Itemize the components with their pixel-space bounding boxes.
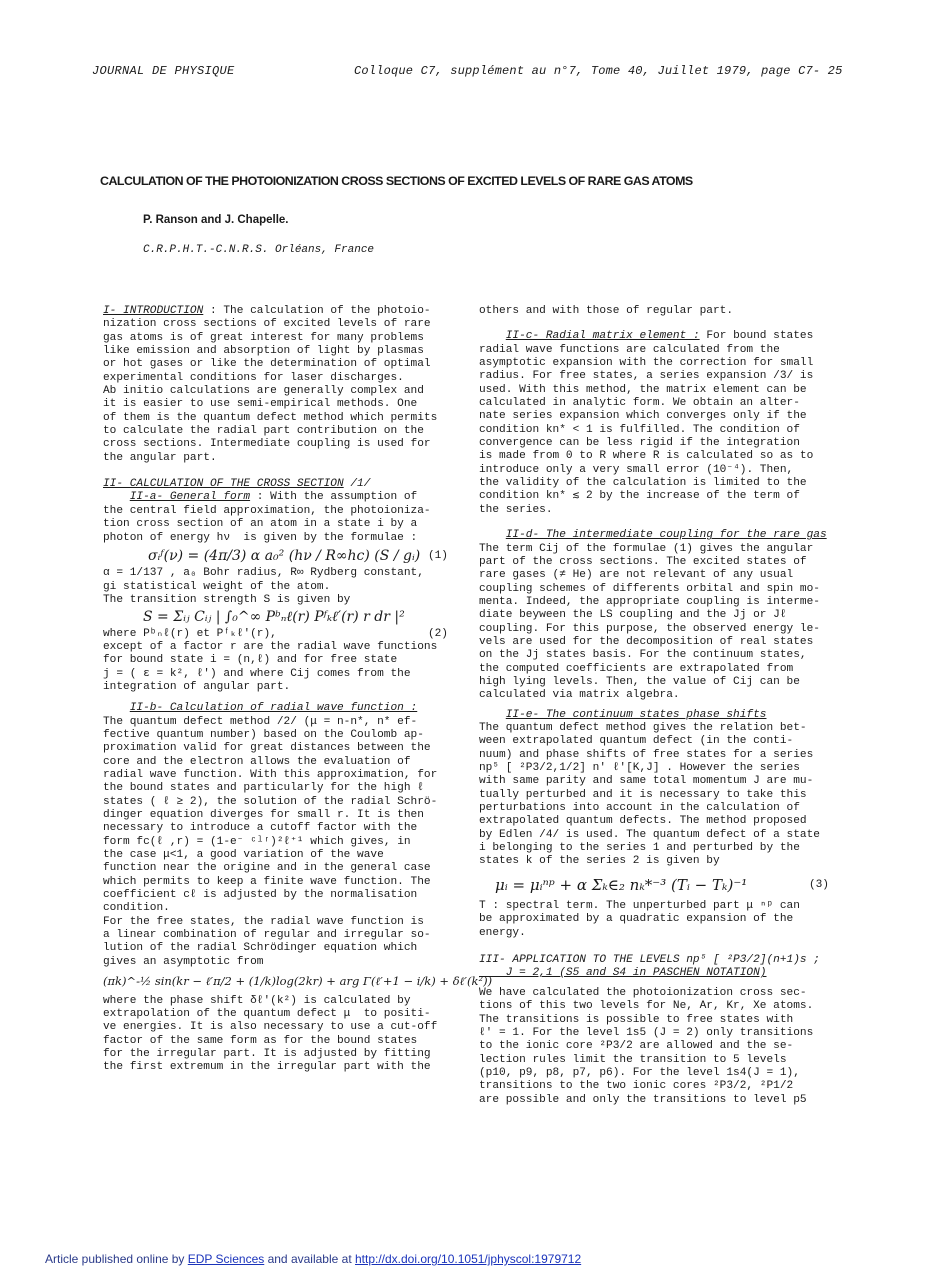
text-line: : With the assumption of [250, 491, 418, 504]
text-line: lection rules limit the transition to 5 levels [479, 1053, 787, 1066]
text-line: by Edlen /4/ is used. The quantum defect of a state [479, 828, 820, 841]
text-line: energy. [479, 926, 526, 939]
subsection-phase-shifts [479, 709, 829, 722]
footer-middle: and available at [264, 1252, 355, 1266]
subsection-heading-text: II-b- Calculation of radial wave function : [129, 702, 418, 715]
text-line: core and the electron allows the evaluation of [103, 755, 411, 768]
text-line: it is easier to use semi-empirical methods. One [103, 398, 418, 411]
text-line: perturbations into account in the calculation of [479, 802, 800, 815]
text-line: Ab initio calculations are generally complex and [103, 385, 424, 398]
text-line: states ( ℓ ≥ 2), the solution of the radial Schrö- [103, 795, 438, 808]
text-line: The quantum defect method gives the relation bet- [479, 721, 807, 734]
section-heading-application: III- APPLICATION TO THE LEVELS np⁵ [ ²P3/2](n+1)s ; [479, 954, 820, 967]
article-authors: P. Ranson and J. Chapelle. [143, 214, 289, 226]
equation-s-row [103, 611, 448, 624]
section-heading-application-line2: J = 2,1 (S5 and S4 in PASCHEN NOTATION) [479, 967, 767, 980]
subsection-heading-text: II-e- The continuum states phase shifts [505, 708, 767, 721]
text-line: The transitions is possible to free states with [479, 1013, 794, 1026]
text-line: be approximated by a quadratic expansion of the [479, 913, 794, 926]
text-line: condition kn* ≲ 2 by the increase of the term of [479, 490, 800, 503]
equation-asymptotic-row [103, 974, 493, 990]
intro-paragraph [103, 305, 448, 318]
text-line: which permits to keep a finite wave function. The [103, 875, 431, 888]
text-line: proximation valid for great distances between the [103, 742, 431, 755]
text-line: We have calculated the photoionization cross sec- [479, 986, 807, 999]
text-line: factor of the same form as for the bound states [103, 1034, 418, 1047]
text-line: calculated in analytic form. We obtain an alter- [479, 397, 800, 410]
text-line: photon of energy hν is given by the formulae : [103, 531, 418, 544]
text-line: experimental conditions for laser discharges. [103, 371, 404, 384]
text-line: cross sections. Intermediate coupling is used for [103, 438, 431, 451]
equation-2-row [103, 628, 448, 641]
text-line: calculated via matrix algebra. [479, 689, 680, 702]
text-line: on the Jj states basis. For the continuum states, [479, 649, 807, 662]
subsection-heading-text: II-c- Radial matrix element : [505, 330, 700, 343]
text-line: except of a factor r are the radial wave functions [103, 640, 438, 653]
reference-mark: /1/ [343, 478, 371, 491]
text-line: For the free states, the radial wave function is [103, 915, 424, 928]
equation-3-row [479, 875, 829, 894]
text-line: tions of this two levels for Ne, Ar, Kr, Xe atoms. [479, 1000, 814, 1013]
text-line: coefficient cℓ is adjusted by the normalisation [103, 889, 418, 902]
text-line: nate series expansion which converges only if the [479, 410, 807, 423]
text-line: like emission and absorption of light by plasmas [103, 345, 424, 358]
article-title: CALCULATION OF THE PHOTOIONIZATION CROSS SECTIONS OF EXCITED LEVELS OF RARE GAS ATOMS [100, 174, 693, 188]
text-line: np⁵ [ ²P3/2,1/2] n′ ℓ′[K,J] . However the series [479, 762, 800, 774]
equation-asymptotic: (πk)^-½ sin(kr − ℓ′π/2 + (1/k)log(2kr) + arg Γ(ℓ′+1 − i/k) + δℓ′(k²)) [103, 974, 493, 989]
text-line: ve energies. It is also necessary to use a cut-off [103, 1021, 438, 1034]
text-line: T : spectral term. The unperturbed part μ ⁿᵖ can [479, 900, 800, 913]
equation-transition-strength: S = Σᵢⱼ Cᵢⱼ | ∫₀^∞ Pᵇₙℓ(r) Pᶠₖℓ′(r) r dr |² [143, 609, 405, 626]
text-line: : The calculation of the photoio- [203, 305, 431, 317]
equation-number: (3) [808, 878, 829, 891]
text-line: states k of the series 2 is given by [479, 855, 720, 868]
text-line: integration of angular part. [103, 680, 291, 693]
subsection-intermediate-coupling [479, 529, 829, 542]
text-line: radius. For free states, a series expansion /3/ is [479, 370, 814, 383]
text-line: the angular part. [103, 451, 217, 464]
text-line: extrapolated quantum defects. The method proposed [479, 815, 807, 828]
text-line: coupling schemes of differents orbital and spin mo- [479, 582, 820, 595]
text-line: transitions to the two ionic cores ²P3/2, ²P1/2 [479, 1080, 794, 1093]
text-line: The transition strength S is given by [103, 593, 351, 606]
text-line: to the ionic core ²P3/2 are allowed and the se- [479, 1040, 794, 1053]
equation-1-row [103, 547, 448, 564]
section-heading-text: II- CALCULATION OF THE CROSS SECTION [103, 478, 344, 491]
text-line: gives an asymptotic from [103, 955, 264, 968]
text-line: radial wave functions are calculated from the [479, 343, 780, 356]
article-affiliation: C.R.P.H.T.-C.N.R.S. Orléans, France [143, 244, 375, 256]
text-line: nuum) and phase shifts of free states for a series [479, 748, 814, 761]
text-line: used. With this method, the matrix element can be [479, 383, 807, 396]
text-line: i belonging to the series 1 and perturbed by the [479, 842, 800, 855]
text-line: to calculate the radial part contribution on the [103, 425, 424, 438]
text-line: form fc(ℓ ,r) = (1-e⁻ ᶜˡʳ)²ℓ⁺¹ which gives, in [103, 835, 411, 848]
text-line: is made from 0 to R where R is calculated so as to [479, 450, 814, 463]
text-line: for the irregular part. It is adjusted by fitting [103, 1047, 431, 1060]
text-line: rare gases (≠ He) are not relevant of any usual [479, 569, 794, 582]
text-line: the central field approximation, the photoioniza- [103, 504, 431, 517]
text-line: tion cross section of an atom in a state i by a [103, 518, 418, 531]
text-line: condition kn* < 1 is fulfilled. The condition of [479, 423, 800, 436]
text-line: the validity of the calculation is limited to the [479, 477, 807, 490]
section-heading-cross-section [103, 478, 448, 491]
text-line: the computed coefficients are extrapolated from [479, 662, 794, 675]
section-heading-introduction: I- INTRODUCTION [103, 305, 204, 317]
text-line: gi statistical weight of the atom. [103, 580, 331, 593]
colloque-reference: Colloque C7, supplément au n°7, Tome 40, Juillet 1979, page C7- 25 [354, 64, 843, 78]
text-line: for bound state i = (n,ℓ) and for free state [103, 654, 398, 667]
equation-number: (2) [427, 627, 448, 640]
text-line: coupling. For this purpose, the observed energy le- [479, 622, 820, 635]
text-line: For bound states [699, 330, 814, 343]
publisher-link[interactable]: EDP Sciences [187, 1252, 265, 1266]
text-line: diate beyween the LS coupling and the Jj or Jℓ [479, 609, 787, 622]
text-line: (p10, p9, p8, p7, p6). For the level 1s4(J = 1), [479, 1066, 800, 1079]
subsection-heading-radial-wave [103, 702, 448, 715]
text-line: asymptotic expansion with the correction for small [479, 357, 814, 370]
text-line: menta. Indeed, the appropriate coupling is interme- [479, 595, 820, 608]
journal-name: JOURNAL DE PHYSIQUE [92, 64, 235, 78]
text-line: lution of the radial Schrödinger equation which [103, 942, 418, 955]
text-line: j = ( ε = k², ℓ′) and where Cij comes from the [103, 667, 411, 680]
text-line: the first extremum in the irregular part with the [103, 1061, 431, 1074]
text-line: dinger equation diverges for small r. It is then [103, 809, 424, 822]
text-line: convergence can be less rigid if the integration [479, 437, 800, 450]
text-line: fective quantum number) based on the Coulomb ap- [103, 728, 424, 741]
text-line: vels are used for the decomposition of real states [479, 635, 814, 648]
text-line: others and with those of regular part. [479, 305, 734, 317]
text-line: high lying levels. Then, the value of Cij can be [479, 675, 800, 688]
text-line: radial wave function. With this approximation, for [103, 769, 438, 781]
text-line: introduce only a very small error (10⁻⁴). Then, [479, 463, 794, 476]
text-line: ℓ′ = 1. For the level 1s5 (J = 2) only transitions [479, 1026, 814, 1039]
text-line: the bound states and particularly for the high ℓ [103, 782, 424, 795]
text-line: nization cross sections of excited levels of rare [103, 318, 431, 331]
equation-1: σᵢᶠ(ν) = (4π/3) α a₀² (hν / R∞hc) (S / gᵢ) [148, 547, 421, 564]
equation-number: (1) [427, 549, 448, 562]
text-line: part of the cross sections. The excited states of [479, 555, 807, 568]
text-line: extrapolation of the quantum defect μ to positi- [103, 1007, 431, 1020]
text-line: function near the origine and in the general case [103, 862, 431, 875]
subsection-radial-matrix [479, 330, 829, 343]
text-line: The term Cij of the formulae (1) gives the angular [479, 542, 814, 555]
text-line: necessary to introduce a cutoff factor with the [103, 822, 418, 835]
text-line [103, 491, 448, 504]
text-line: a linear combination of regular and irregular so- [103, 929, 431, 942]
left-column [103, 305, 493, 1075]
text-line: The quantum defect method /2/ (μ = n-n*, n* ef- [103, 715, 418, 728]
doi-link[interactable]: http://dx.doi.org/10.1051/jphyscol:1979712 [354, 1252, 582, 1266]
subsection-heading-text: II-d- The intermediate coupling for the rare gas [505, 529, 827, 542]
right-column [479, 305, 829, 1107]
text-line: condition. [103, 902, 170, 915]
text-line: tually perturbed and it is necessary to take this [479, 788, 807, 801]
text-line: the series. [479, 503, 553, 516]
text-line: of them is the quantum defect method which permits [103, 411, 438, 424]
where-line: where Pᵇₙℓ(r) et Pᶠₖℓ′(r), [103, 627, 277, 640]
subsection-heading-general-form: II-a- General form [129, 491, 251, 504]
text-line: or hot gases or like the determination of optimal [103, 358, 431, 371]
text-line: ween extrapolated quantum defect (in the conti- [479, 735, 794, 748]
text-line: α = 1/137 , a₀ Bohr radius, R∞ Rydberg constant, [103, 567, 424, 580]
text-line: the case μ<1, a good variation of the wave [103, 849, 384, 862]
footer-prefix: Article published online by [45, 1252, 188, 1266]
text-line: with same parity and same total momentum J are mu- [479, 775, 814, 788]
equation-3: μᵢ = μᵢⁿᵖ + α Σₖ∈₂ nₖ*⁻³ (Tᵢ − Tₖ)⁻¹ [495, 875, 748, 894]
text-line: where the phase shift δℓ′(k²) is calculated by [103, 994, 411, 1007]
text-line: gas atoms is of great interest for many problems [103, 331, 424, 344]
text-line: are possible and only the transitions to level p5 [479, 1093, 807, 1106]
publication-footer [45, 1252, 581, 1266]
